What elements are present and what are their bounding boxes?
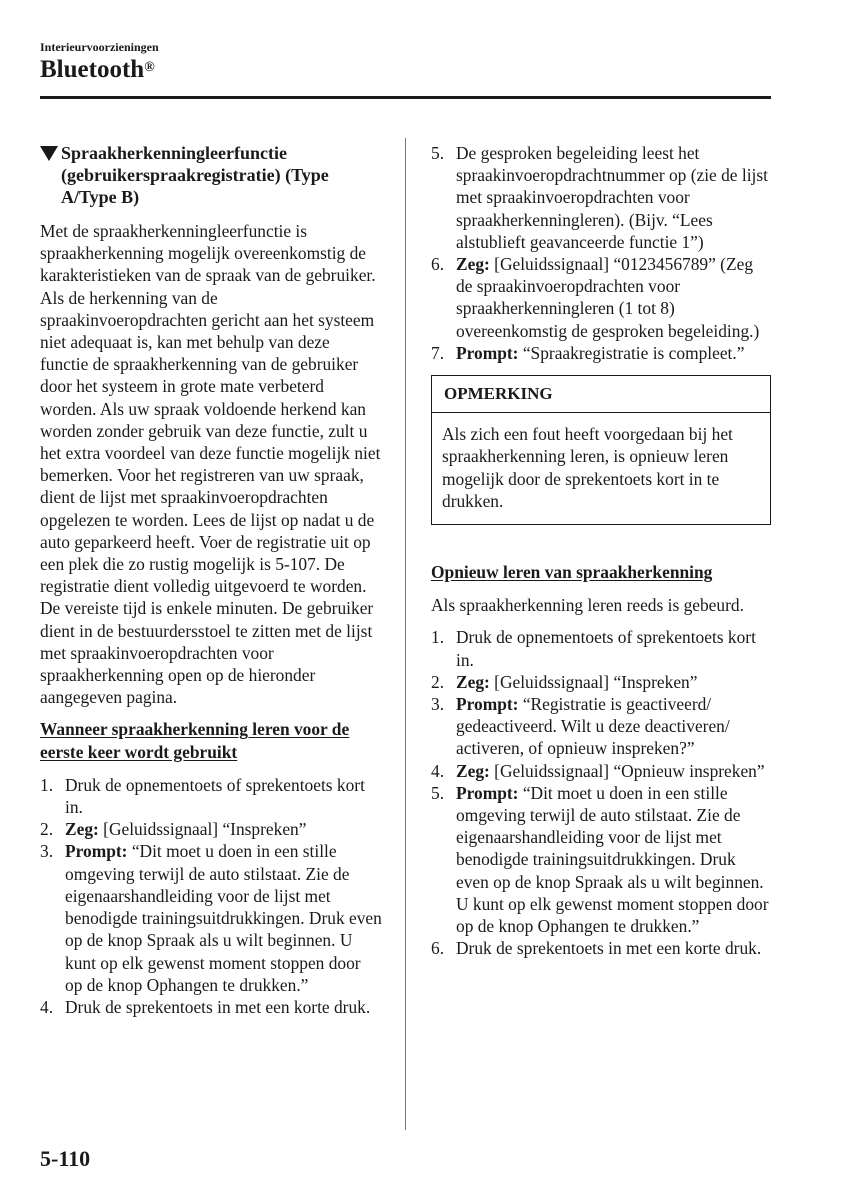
note-title: OPMERKING	[432, 376, 770, 413]
subheading-first-use: Wanneer spraakherkenning leren voor de eerste keer wordt gebruikt	[40, 719, 350, 762]
step-number: 2.	[431, 671, 445, 692]
step-text: “Registratie is geactiveerd/ gedeactiveerd. Wilt u deze deactiveren/ activeren, of opnieuw inspreken?”	[456, 694, 730, 759]
subheading-relearn: Opnieuw leren van spraakherkenning	[431, 562, 713, 583]
intro-paragraph: Met de spraakherkenningleerfunctie is spraakherkenning mogelijk overeenkomstig de karakteristieken van de spraak van de gebruiker. Als de herkenning van de spraakinvoeropdrachten gericht aan het systeem niet adequaat is, kan met behulp van deze functie de spraakherkenning van de gebruiker door het systeem in grote mate verbeterd worden. Als uw spraak voldoende herkend kan worden zonder gebruik van deze functie, zult u het extra voordeel van deze functie mogelijk niet bemerken. Voor het registreren van uw spraak, dient de lijst met spraakinvoeropdrachten opgelezen te worden. Lees de lijst op nadat u de auto geparkeerd heeft. Voer de registratie uit op een plek die zo rustig mogelijk is 5-107. De registratie dient volledig uitgevoerd te worden. De vereiste tijd is enkele minuten. De gebruiker dient in de bestuurdersstoel te zitten met de lijst met spraakinvoeropdrachten voor spraakherkenning open op de hieronder aangegeven pagina.	[40, 221, 381, 708]
step-text: Druk de sprekentoets in met een korte druk.	[65, 996, 371, 1017]
note-body: Als zich een fout heeft voorgedaan bij het spraakherkenning leren, is opnieuw leren mogelijk door de sprekentoets kort in te drukken.	[442, 424, 733, 511]
step-text: “Spraakregistratie is compleet.”	[518, 342, 745, 363]
step-text: [Geluidssignaal] “Opnieuw inspreken”	[489, 760, 765, 781]
registered-mark: ®	[144, 60, 155, 75]
step-text: “Dit moet u doen in een stille omgeving terwijl de auto stilstaat. Zie de eigenaarshandleiding voor de lijst met benodigde trainingsuitdrukkingen. Druk even op de knop Spraak als u wilt beginnen. U kunt op elk gewenst moment stoppen door op de knop Ophangen te drukken.”	[456, 782, 769, 937]
list-item	[431, 342, 771, 364]
step-keyword: Prompt:	[456, 782, 519, 803]
step-text: “Dit moet u doen in een stille omgeving terwijl de auto stilstaat. Zie de eigenaarshandleiding voor de lijst met benodigde trainingsuitdrukkingen. Druk even op de knop Spraak als u wilt beginnen. U kunt op elk gewenst moment stoppen door op de knop Ophangen te drukken.”	[65, 841, 382, 995]
step-number: 5.	[431, 143, 445, 163]
list-item	[431, 626, 771, 670]
step-number: 3.	[40, 841, 54, 862]
list-item	[40, 996, 382, 1018]
step-text: [Geluidssignaal] “Inspreken”	[98, 819, 307, 840]
step-number: 2.	[40, 819, 54, 840]
triangle-marker-icon	[40, 146, 58, 161]
header-rule	[40, 96, 771, 99]
step-number: 1.	[40, 774, 54, 795]
list-item	[431, 937, 771, 959]
list-item	[431, 253, 771, 342]
step-keyword: Zeg:	[65, 819, 99, 840]
step-number: 5.	[431, 782, 445, 803]
page-number: 5-110	[40, 1146, 91, 1171]
list-item	[431, 782, 771, 937]
list-item	[431, 760, 771, 782]
step-text: Druk de sprekentoets in met een korte druk.	[456, 938, 762, 959]
step-number: 6.	[431, 938, 445, 959]
list-item	[431, 142, 771, 253]
note-box	[431, 375, 771, 525]
step-number: 4.	[431, 760, 445, 781]
section-label: Interieurvoorzieningen	[40, 40, 159, 54]
list-item	[40, 774, 382, 818]
step-keyword: Zeg:	[456, 760, 490, 781]
step-text: De gesproken begeleiding leest het spraakinvoeropdrachtnummer op (zie de lijst met spraakinvoeropdrachten voor spraakherkenningleren). (Bijv. “Lees alstublieft geavanceerde functie 1”)	[456, 143, 768, 252]
steps-list-relearn	[431, 626, 771, 959]
list-item	[431, 671, 771, 693]
column-divider	[405, 138, 406, 1130]
step-text: [Geluidssignaal] “Inspreken”	[489, 671, 698, 692]
section-heading	[40, 142, 382, 208]
step-keyword: Prompt:	[456, 342, 519, 363]
step-text: Druk de opnementoets of sprekentoets kort in.	[456, 627, 756, 670]
list-item	[40, 818, 382, 840]
relearn-intro: Als spraakherkenning leren reeds is gebeurd.	[431, 595, 744, 616]
step-number: 1.	[431, 627, 445, 648]
steps-list-first-use	[40, 774, 382, 1018]
left-column	[40, 142, 382, 1018]
step-text: Druk de opnementoets of sprekentoets kort in.	[65, 774, 365, 818]
step-number: 6.	[431, 254, 445, 275]
step-keyword: Zeg:	[456, 671, 490, 692]
step-number: 7.	[431, 342, 445, 363]
steps-list-continued	[431, 142, 771, 364]
step-keyword: Zeg:	[456, 254, 490, 275]
step-number: 4.	[40, 996, 54, 1017]
list-item	[40, 840, 382, 995]
list-item	[431, 693, 771, 760]
page-title	[40, 55, 155, 85]
page-title-text: Bluetooth	[40, 56, 145, 83]
step-text: [Geluidssignaal] “0123456789” (Zeg de spraakinvoeropdrachten voor spraakherkenningleren (1 tot 8) overeenkomstig de gesproken begeleiding.)	[456, 254, 760, 341]
right-column	[431, 142, 771, 960]
step-keyword: Prompt:	[65, 841, 128, 862]
section-heading-text: Spraakherkenningleerfunctie (gebruikerspraakregistratie) (Type A/Type B)	[61, 143, 329, 207]
step-keyword: Prompt:	[456, 694, 519, 715]
step-number: 3.	[431, 694, 445, 715]
